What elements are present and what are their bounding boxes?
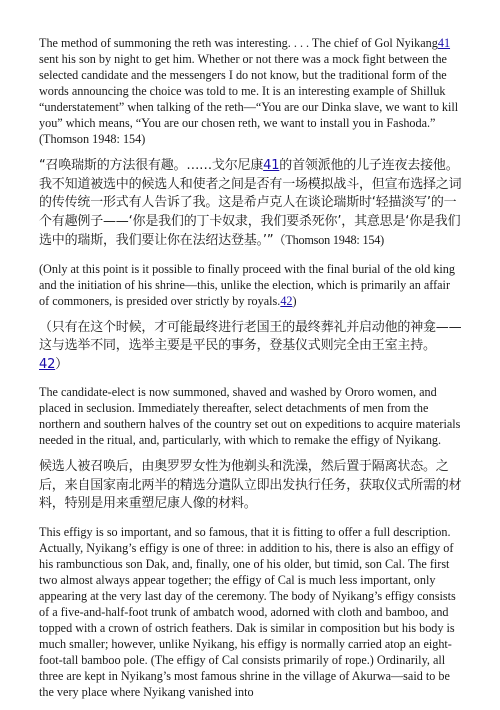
paragraph-zh-summoning-quote: [39, 157, 463, 251]
footnote-link-42[interactable]: 42: [280, 293, 293, 308]
paragraph-text: ）: [55, 356, 68, 372]
citation: （Thomson 1948: 154): [273, 233, 384, 247]
paragraph-en-burial-note: [39, 261, 463, 309]
footnote-link-42[interactable]: 42: [39, 356, 56, 372]
paragraph-en-effigy-description: This effigy is so important, and so famous, that it is fitting to offer a full description. Actually, Nyikang’s effigy is one of three: in addition to his, there is also an effigy of his rambunctious son Dak, and, finally, one of his older, but timid, son Cal. The first two almost always appear together; the effigy of Cal is much less important, only appearing at the very last day of the ceremony. The body of Nyikang’s effigy consists of a five-and-half-foot trunk of ambatch wood, adorned with cloth and bamboo, and topped with a crown of ostrich feathers. Dak is similar in composition but his body is much smaller; however, unlike Nyikang, his effigy is normally carried atop an eight-foot-tall bamboo pole. (The effigy of Cal consists primarily of rope.) Ordinarily, all three are kept in Nyikang’s most famous shrine in the village of Akurwa—said to be the very place where Nyikang vanished into: [39, 524, 456, 699]
paragraph-text: sent his son by night to get him. Whether or not there was a mock fight between the selected candidate and the messengers I do not know, but the traditional form of the words announcing the choice was told to me. It is an interesting example of Shilluk “understatement” when talking of the reth—“You are our Dinka slave, we want to kill you” which means, “You are our chosen reth, we want to install you in Fashoda.” (Thomson 1948: 154): [39, 52, 459, 146]
document-page: [39, 35, 463, 710]
paragraph-text: （只有在这个时候，才可能最终进行老国王的最终葬礼并启动他的神龛——这与选举不同，选举主要是平民的事务，登基仪式则完全由王室主持。: [39, 319, 462, 353]
paragraph-text: ): [292, 293, 297, 308]
footnote-link-41[interactable]: 41: [263, 158, 280, 173]
paragraph-text: The method of summoning the reth was interesting. . . . The chief of Gol Nyikang: [39, 36, 438, 50]
paragraph-text: “召唤瑞斯的方法很有趣。……戈尔尼康: [39, 158, 264, 173]
paragraph-zh-burial-note: [39, 319, 463, 375]
paragraph-en-summoning-quote: [39, 35, 463, 147]
footnote-link-41[interactable]: 41: [437, 36, 451, 50]
paragraph-zh-candidate-elect: 候选人被召唤后，由奥罗罗女性为他剃头和洗澡，然后置于隔离状态。之后，来自国家南北两半的精选分遣队立即出发执行任务，获取仪式所需的材料，特别是用来重塑尼康人像的材料。: [39, 459, 462, 511]
paragraph-en-candidate-elect: The candidate-elect is now summoned, shaved and washed by Ororo women, and placed in seclusion. Immediately thereafter, select detachments of men from the northern and southern halves of the country set out on expeditions to acquire materials needed in the ritual, and, particularly, with which to remake the effigy of Nyikang.: [39, 385, 461, 447]
paragraph-text: (Only at this point is it possible to finally proceed with the final burial of the old king and the initiation of his shrine—this, unlike the election, which is primarily an affair of commoners, is presided over strictly by royals.: [39, 261, 455, 308]
paragraph-text: 的首领派他的儿子连夜去接他。我不知道被选中的候选人和使者之间是否有一场模拟战斗，但宣布选择之词的传传统一形式有人告诉了我。这是希卢克人在谈论瑞斯时‘轻描淡写’的一个有趣例子——‘你是我们的丁卡奴隶，我们要杀死你’，其意思是‘你是我们选中的瑞斯，我们要让你在法绍达登基。’”: [39, 158, 462, 248]
